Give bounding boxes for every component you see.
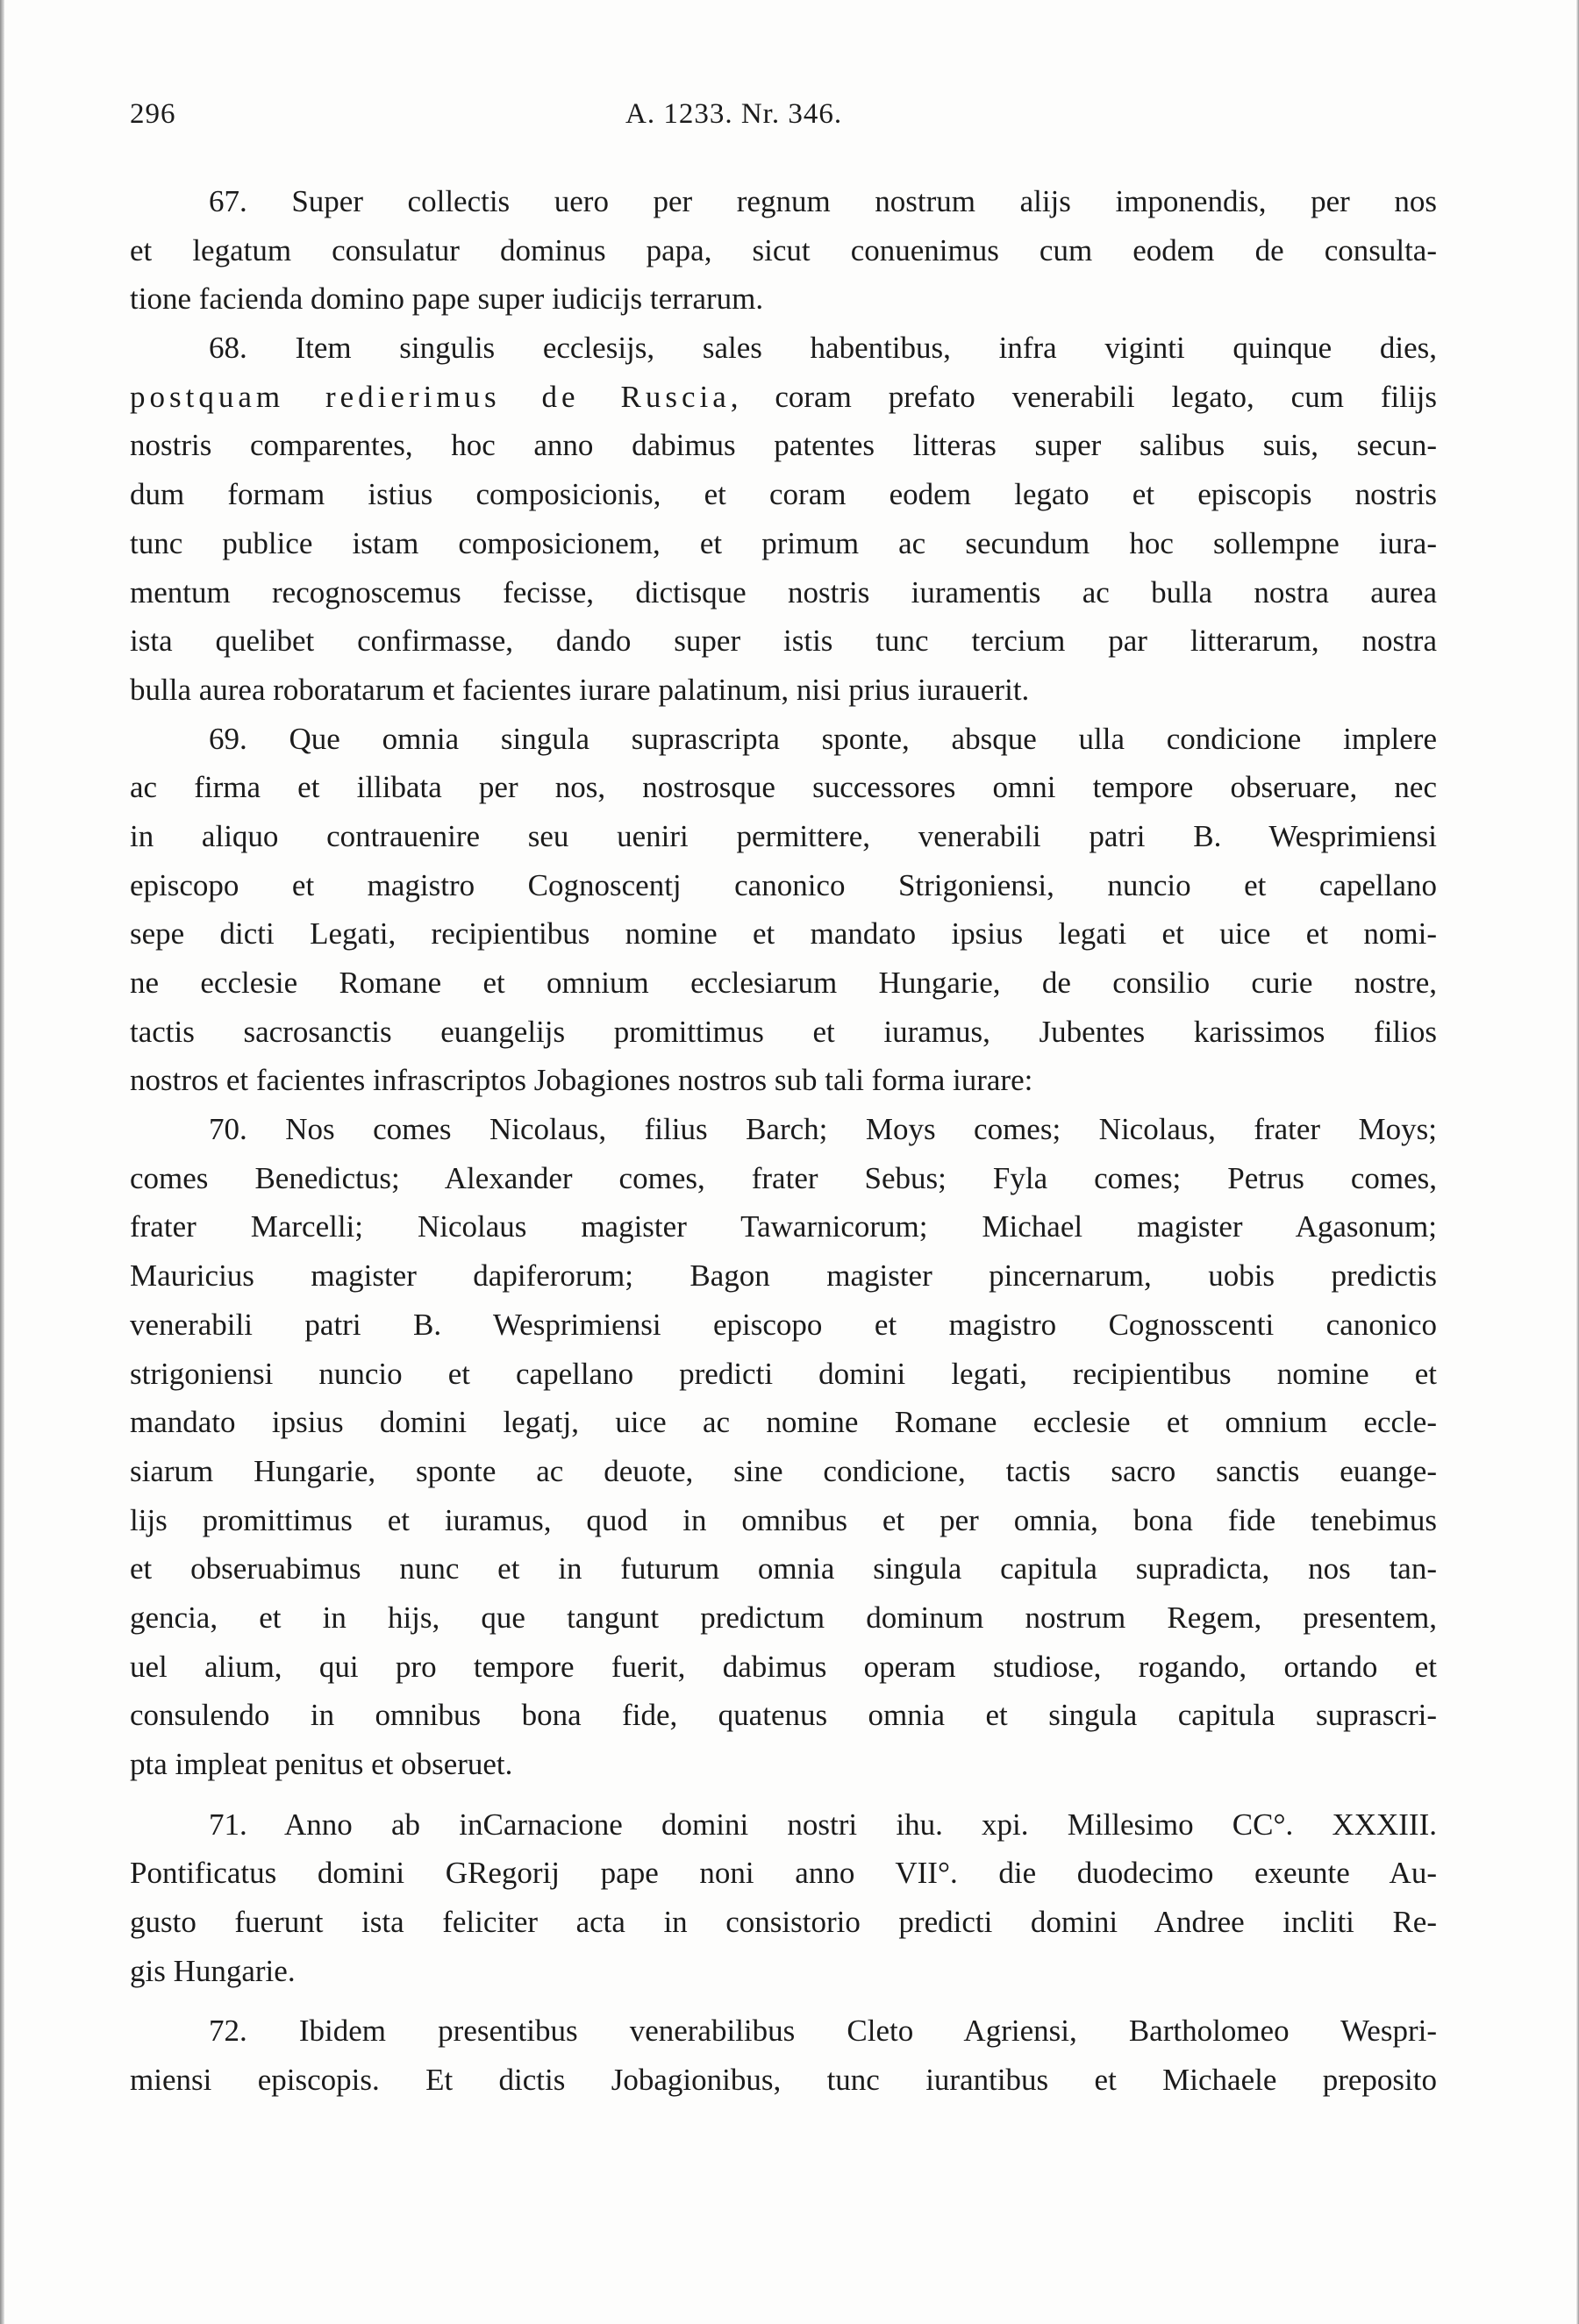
paragraph-number: 70.	[209, 1112, 247, 1147]
text-line: miensi episcopis. Et dictis Jobagionibus, tunc iurantibus et Michaele preposito	[130, 2063, 1437, 2098]
text-line: consulendo in omnibus bona fide, quatenus omnia et singula capitula suprascri-	[130, 1698, 1437, 1733]
text-line: nostris comparentes, hoc anno dabimus patentes litteras super salibus suis, secun-	[130, 428, 1437, 463]
text-line	[130, 715, 1437, 764]
text-line: bulla aurea roboratarum et facientes iurare palatinum, nisi prius iurauerit.	[130, 672, 1030, 707]
text-line: ista quelibet confirmasse, dando super istis tunc tercium par litterarum, nostra	[130, 624, 1437, 659]
text-line: tunc publice istam composicionem, et primum ac secundum hoc sollempne iura-	[130, 525, 1437, 560]
text-line: Mauricius magister dapiferorum; Bagon magister pincernarum, uobis predictis	[130, 1258, 1437, 1294]
text-line: frater Marcelli; Nicolaus magister Tawarnicorum; Michael magister Agasonum;	[130, 1209, 1437, 1244]
text-line: mentum recognoscemus fecisse, dictisque nostris iuramentis ac bulla nostra aurea	[130, 574, 1437, 610]
paragraph-71	[130, 1800, 1437, 1996]
paragraph-number: 71.	[209, 1807, 247, 1842]
paragraph-gap	[130, 1995, 1437, 2007]
scan-edge-left	[0, 0, 4, 2324]
text-line: mandato ipsius domini legatj, uice ac nomine Romane ecclesie et omnium eccle-	[130, 1405, 1437, 1440]
text-line: et obseruabimus nunc et in futurum omnia singula capitula supradicta, nos tan-	[130, 1551, 1437, 1586]
line-text: Item singulis ecclesijs, sales habentibus, infra viginti quinque dies,	[295, 331, 1437, 366]
paragraph-number: 69.	[209, 721, 247, 756]
text-line	[130, 373, 1437, 422]
text-line: et legatum consulatur dominus papa, sicut conuenimus cum eodem de consulta-	[130, 232, 1437, 267]
text-line	[130, 2007, 1437, 2056]
spaced-emphasis-text: postquam redierimus de Ruscia	[130, 379, 731, 414]
line-text: Ibidem presentibus venerabilibus Cleto Agriensi, Bartholomeo Wespri-	[298, 2014, 1437, 2049]
paragraph-number: 68.	[209, 331, 247, 366]
paragraph-number: 72.	[209, 2014, 247, 2049]
text-line: lijs promittimus et iuramus, quod in omnibus et per omnia, bona fide tenebimus	[130, 1502, 1437, 1537]
text-line: gencia, et in hijs, que tangunt predictum dominum nostrum Regem, presentem,	[130, 1600, 1437, 1635]
text-line: episcopo et magistro Cognoscentj canonico Strigoniensi, nuncio et capellano	[130, 867, 1437, 902]
text-line	[130, 1105, 1437, 1154]
paragraph-70	[130, 1105, 1437, 1789]
text-line: nostros et facientes infrascriptos Jobagiones nostros sub tali forma iurare:	[130, 1063, 1033, 1098]
text-line: pta impleat penitus et obseruet.	[130, 1747, 513, 1781]
text-line: strigoniensi nuncio et capellano predicti domini legati, recipientibus nomine et	[130, 1356, 1437, 1391]
text-line: siarum Hungarie, sponte ac deuote, sine condicione, tactis sacro sanctis euange-	[130, 1453, 1437, 1488]
text-line: ac firma et illibata per nos, nostrosque successores omni tempore obseruare, nec	[130, 770, 1437, 805]
document-body	[130, 177, 1437, 2105]
line-text: Que omnia singula suprascripta sponte, absque ulla condicione implere	[289, 721, 1437, 756]
text-line: gis Hungarie.	[130, 1953, 296, 1988]
line-text: Super collectis uero per regnum nostrum alijs imponendis, per nos	[291, 184, 1437, 218]
paragraph-number: 67.	[209, 184, 247, 218]
line-text: Nos comes Nicolaus, filius Barch; Moys comes; Nicolaus, frater Moys;	[285, 1112, 1438, 1147]
text-line	[130, 324, 1437, 373]
text-line: tactis sacrosanctis euangelijs promittimus et iuramus, Jubentes karissimos filios	[130, 1014, 1437, 1049]
text-line: uel alium, qui pro tempore fuerit, dabimus operam studiose, rogando, ortando et	[130, 1649, 1437, 1684]
text-line: in aliquo contrauenire seu ueniri permittere, venerabili patri B. Wesprimiensi	[130, 818, 1437, 853]
paragraph-72	[130, 2007, 1437, 2104]
text-line: comes Benedictus; Alexander comes, frater Sebus; Fyla comes; Petrus comes,	[130, 1160, 1437, 1195]
text-line: sepe dicti Legati, recipientibus nomine et mandato ipsius legati et uice et nomi-	[130, 916, 1437, 952]
paragraph-68	[130, 324, 1437, 715]
text-line	[130, 1800, 1437, 1850]
page-header	[130, 98, 1437, 142]
running-title: A. 1233. Nr. 346.	[625, 98, 843, 130]
text-line: ne ecclesie Romane et omnium ecclesiarum Hungarie, de consilio curie nostre,	[130, 966, 1437, 1000]
paragraph-67	[130, 177, 1437, 324]
paragraph-gap	[130, 1789, 1437, 1800]
text-line: dum formam istius composicionis, et coram eodem legato et episcopis nostris	[130, 477, 1437, 512]
text-line	[130, 177, 1437, 226]
line-text: Anno ab inCarnacione domini nostri ihu. xpi. Millesimo CC°. XXXIII.	[284, 1807, 1437, 1842]
text-line: gusto fuerunt ista feliciter acta in consistorio predicti domini Andree incliti Re-	[130, 1905, 1437, 1940]
text-line: venerabili patri B. Wesprimiensi episcopo et magistro Cognosscenti canonico	[130, 1307, 1437, 1342]
line-text: , coram prefato venerabili legato, cum filijs	[730, 379, 1437, 414]
page-number: 296	[130, 98, 176, 130]
text-line: tione facienda domino pape super iudicijs terrarum.	[130, 282, 764, 317]
text-line: Pontificatus domini GRegorij pape noni anno VII°. die duodecimo exeunte Au-	[130, 1856, 1437, 1891]
paragraph-69	[130, 715, 1437, 1106]
